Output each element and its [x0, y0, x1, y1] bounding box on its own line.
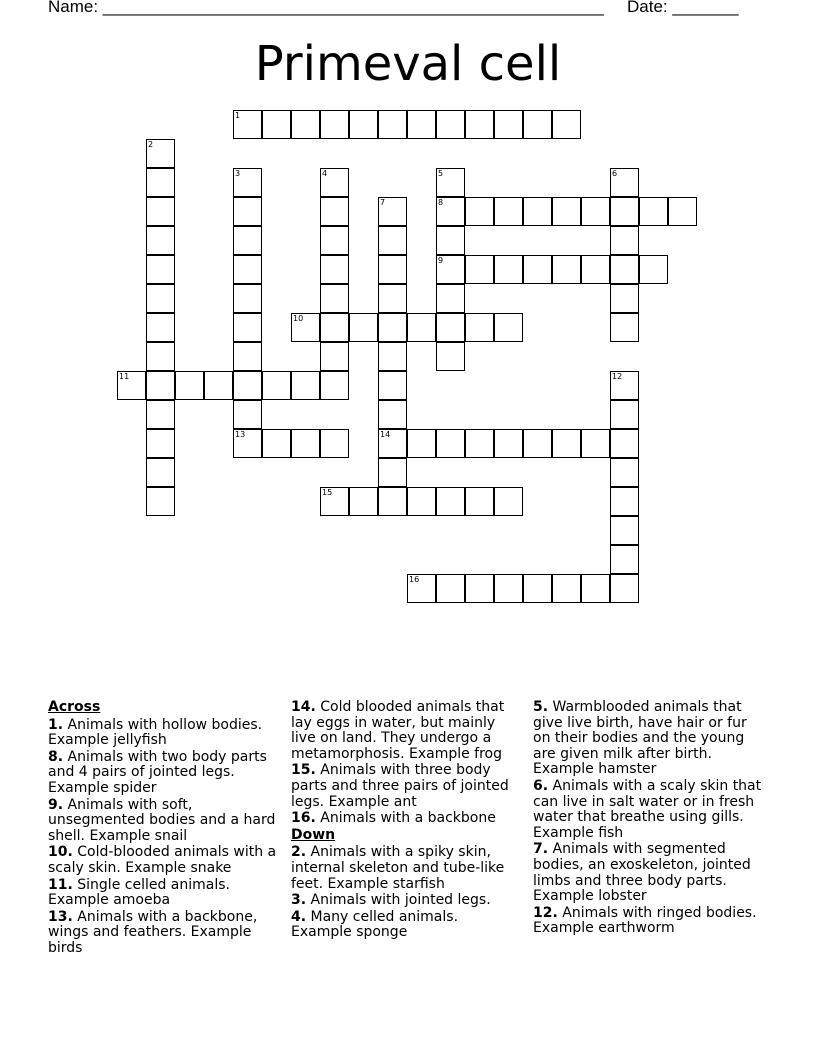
clue-across-10: 10. Cold-blooded animals with a scaly skin. Example snake — [48, 844, 277, 876]
grid-cell[interactable] — [146, 400, 175, 429]
grid-cell[interactable] — [639, 255, 668, 284]
grid-cell[interactable] — [378, 458, 407, 487]
grid-cell[interactable] — [552, 197, 581, 226]
grid-cell[interactable] — [146, 342, 175, 371]
grid-cell[interactable] — [610, 545, 639, 574]
grid-cell[interactable] — [465, 313, 494, 342]
clues-column-1 — [48, 700, 278, 958]
grid-cell[interactable] — [378, 342, 407, 371]
grid-cell[interactable] — [465, 574, 494, 603]
cell-number: 7 — [380, 198, 386, 207]
grid-cell[interactable] — [436, 487, 465, 516]
grid-cell[interactable] — [378, 313, 407, 342]
grid-cell[interactable] — [494, 110, 523, 139]
grid-cell[interactable] — [610, 458, 639, 487]
grid-cell[interactable] — [523, 197, 552, 226]
grid-cell[interactable] — [610, 255, 639, 284]
clue-across-8: 8. Animals with two body parts and 4 pairs of jointed legs. Example spider — [48, 748, 267, 796]
grid-cell[interactable] — [465, 110, 494, 139]
grid-cell[interactable] — [552, 574, 581, 603]
grid-cell[interactable] — [204, 371, 233, 400]
grid-cell[interactable] — [378, 255, 407, 284]
grid-cell[interactable] — [639, 197, 668, 226]
grid-cell[interactable] — [436, 574, 465, 603]
grid-cell[interactable] — [146, 458, 175, 487]
clue-down-3: 3. Animals with jointed legs. — [291, 892, 491, 909]
grid-cell[interactable] — [407, 429, 436, 458]
clues-column-2 — [291, 700, 523, 942]
cell-number: 3 — [235, 169, 241, 178]
grid-cell[interactable] — [581, 197, 610, 226]
grid-cell[interactable] — [320, 284, 349, 313]
grid-cell[interactable] — [610, 429, 639, 458]
grid-cell[interactable] — [610, 516, 639, 545]
clue-down-5: 5. Warmblooded animals that give live birth, have hair or fur on their bodies and the young are given milk after birth. Example hamster — [533, 699, 747, 778]
grid-cell[interactable] — [146, 487, 175, 516]
page-title: Primeval cell — [254, 36, 562, 92]
cell-number: 11 — [119, 372, 130, 381]
grid-cell[interactable] — [378, 226, 407, 255]
grid-cell[interactable] — [436, 429, 465, 458]
grid-cell[interactable] — [436, 110, 465, 139]
clue-across-14: 14. Cold blooded animals that lay eggs in water, but mainly live on land. They undergo a metamorphosis. Example frog — [291, 699, 505, 762]
grid-cell[interactable] — [581, 429, 610, 458]
grid-cell[interactable] — [523, 574, 552, 603]
grid-cell[interactable] — [320, 429, 349, 458]
grid-cell[interactable] — [320, 371, 349, 400]
grid-cell[interactable] — [291, 429, 320, 458]
grid-cell[interactable] — [233, 313, 262, 342]
cell-number: 15 — [322, 488, 333, 497]
grid-cell[interactable] — [610, 574, 639, 603]
grid-cell[interactable] — [465, 197, 494, 226]
cell-number: 2 — [148, 140, 154, 149]
clue-down-2: 2. Animals with a spiky skin, internal skeleton and tube-like feet. Example starfish — [291, 844, 505, 892]
grid-cell[interactable] — [494, 429, 523, 458]
grid-cell[interactable] — [610, 313, 639, 342]
grid-cell[interactable] — [146, 197, 175, 226]
grid-cell[interactable] — [233, 255, 262, 284]
name-field-label: Name: _____________________________________________________ — [48, 0, 604, 16]
grid-cell[interactable] — [436, 226, 465, 255]
grid-cell[interactable] — [233, 284, 262, 313]
grid-cell[interactable] — [610, 487, 639, 516]
grid-cell[interactable] — [175, 371, 204, 400]
clue-across-1: 1. Animals with hollow bodies. Example jellyfish — [48, 716, 263, 749]
grid-cell[interactable] — [610, 284, 639, 313]
grid-cell[interactable] — [465, 487, 494, 516]
grid-cell[interactable] — [436, 342, 465, 371]
grid-cell[interactable] — [349, 487, 378, 516]
grid-cell[interactable] — [407, 487, 436, 516]
grid-cell[interactable] — [494, 313, 523, 342]
grid-cell[interactable] — [146, 429, 175, 458]
grid-cell[interactable] — [610, 400, 639, 429]
grid-cell[interactable] — [378, 487, 407, 516]
grid-cell[interactable] — [349, 313, 378, 342]
grid-cell[interactable] — [465, 255, 494, 284]
grid-cell[interactable] — [378, 371, 407, 400]
grid-cell[interactable] — [233, 400, 262, 429]
grid-cell[interactable] — [146, 168, 175, 197]
grid-cell[interactable] — [291, 110, 320, 139]
grid-cell[interactable] — [262, 429, 291, 458]
grid-cell[interactable] — [349, 110, 378, 139]
grid-cell[interactable] — [523, 110, 552, 139]
clue-down-4: 4. Many celled animals. Example sponge — [291, 908, 459, 941]
clues-column-3 — [533, 700, 763, 938]
grid-cell[interactable] — [146, 371, 175, 400]
grid-cell[interactable] — [378, 110, 407, 139]
grid-cell[interactable] — [610, 197, 639, 226]
grid-cell[interactable] — [146, 313, 175, 342]
grid-cell[interactable] — [436, 284, 465, 313]
cell-number: 1 — [235, 111, 241, 120]
grid-cell[interactable] — [610, 226, 639, 255]
clue-across-13: 13. Animals with a backbone, wings and feathers. Example birds — [48, 908, 258, 956]
grid-cell[interactable] — [291, 371, 320, 400]
grid-cell[interactable] — [320, 255, 349, 284]
grid-cell[interactable] — [407, 110, 436, 139]
clue-across-15: 15. Animals with three body parts and three pairs of jointed legs. Example ant — [291, 762, 509, 810]
grid-cell[interactable] — [523, 255, 552, 284]
cell-number: 16 — [409, 575, 420, 584]
clue-down-7: 7. Animals with segmented bodies, an exoskeleton, jointed limbs and three body parts. Example lobster — [533, 841, 751, 905]
grid-cell[interactable] — [552, 255, 581, 284]
grid-cell[interactable] — [407, 313, 436, 342]
cell-number: 9 — [438, 256, 444, 265]
clue-across-11: 11. Single celled animals. Example amoeba — [48, 876, 230, 909]
grid-cell[interactable] — [494, 574, 523, 603]
cell-number: 5 — [438, 169, 444, 178]
grid-cell[interactable] — [262, 110, 291, 139]
clue-down-12: 12. Animals with ringed bodies. Example earthworm — [533, 904, 757, 937]
grid-cell[interactable] — [494, 487, 523, 516]
grid-cell[interactable] — [552, 110, 581, 139]
down-heading: Down — [291, 826, 336, 843]
grid-cell[interactable] — [436, 313, 465, 342]
grid-cell[interactable] — [320, 226, 349, 255]
grid-cell[interactable] — [146, 226, 175, 255]
grid-cell[interactable] — [233, 371, 262, 400]
grid-cell[interactable] — [320, 342, 349, 371]
grid-cell[interactable] — [523, 429, 552, 458]
cell-number: 8 — [438, 198, 444, 207]
grid-cell[interactable] — [320, 313, 349, 342]
grid-cell[interactable] — [233, 226, 262, 255]
grid-cell[interactable] — [378, 284, 407, 313]
grid-cell[interactable] — [378, 400, 407, 429]
grid-cell[interactable] — [320, 197, 349, 226]
clue-across-16: 16. Animals with a backbone — [291, 810, 496, 827]
grid-cell[interactable] — [146, 284, 175, 313]
clue-across-9: 9. Animals with soft, unsegmented bodies and a hard shell. Example snail — [48, 796, 276, 844]
grid-cell[interactable] — [233, 342, 262, 371]
cell-number: 6 — [612, 169, 618, 178]
grid-cell[interactable] — [320, 110, 349, 139]
grid-cell[interactable] — [465, 429, 494, 458]
cell-number: 14 — [380, 430, 391, 439]
grid-cell[interactable] — [146, 255, 175, 284]
grid-cell[interactable] — [552, 429, 581, 458]
cell-number: 4 — [322, 169, 328, 178]
cell-number: 13 — [235, 430, 246, 439]
cell-number: 12 — [612, 372, 623, 381]
date-field-label: Date: _______ — [627, 0, 739, 16]
grid-cell[interactable] — [581, 574, 610, 603]
grid-cell[interactable] — [581, 255, 610, 284]
across-heading: Across — [48, 699, 101, 715]
cell-number: 10 — [293, 314, 304, 323]
grid-cell[interactable] — [494, 255, 523, 284]
grid-cell[interactable] — [494, 197, 523, 226]
grid-cell[interactable] — [668, 197, 697, 226]
grid-cell[interactable] — [233, 197, 262, 226]
grid-cell[interactable] — [262, 371, 291, 400]
clue-down-6: 6. Animals with a scaly skin that can live in salt water or in fresh water that breathe using gills. Example fish — [533, 777, 762, 841]
